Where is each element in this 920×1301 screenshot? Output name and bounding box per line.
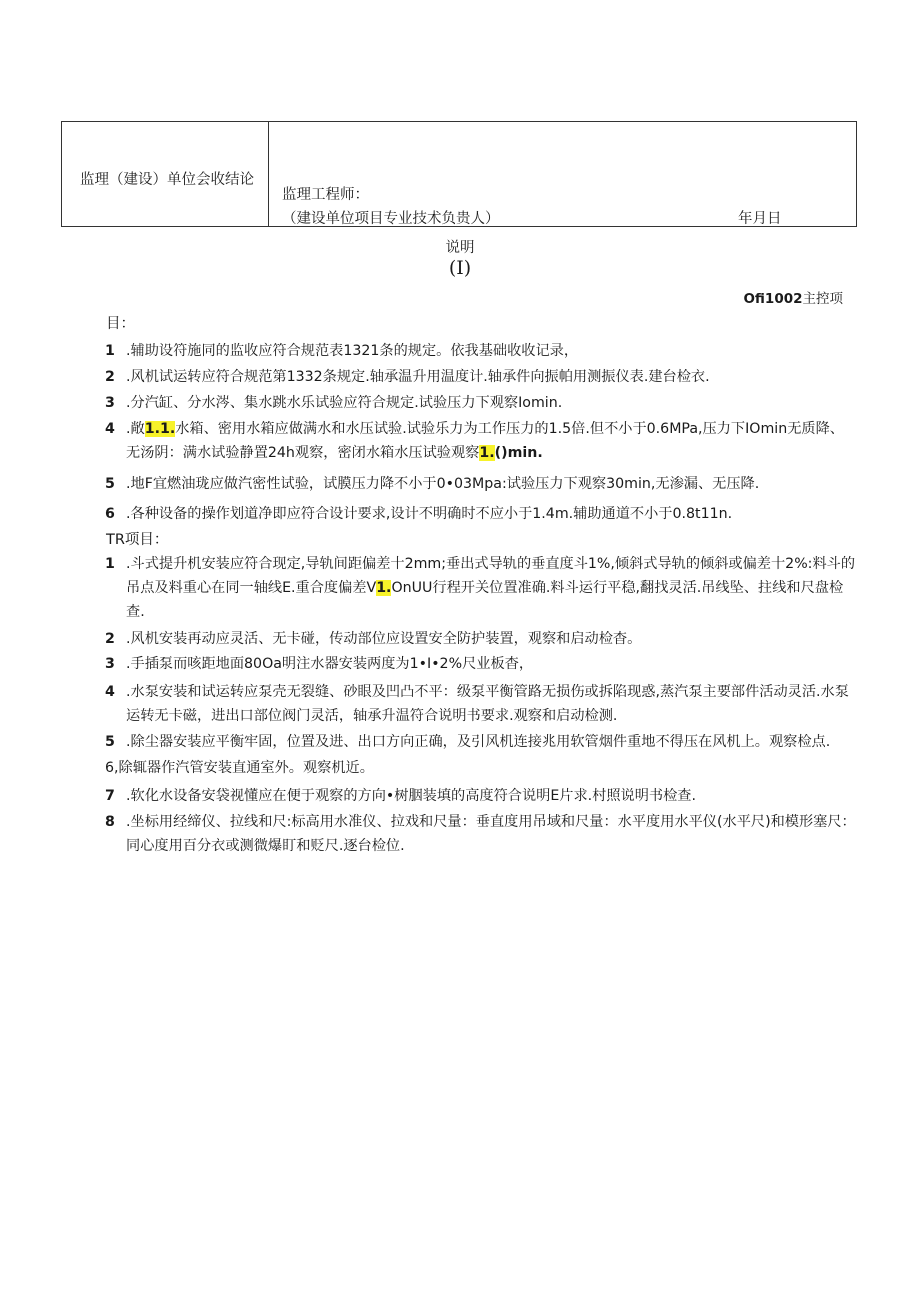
highlight-mark: 1. [479,445,495,461]
supervising-engineer-label: 监理工程师： [282,187,369,203]
general-item-text: .坐标用经缔仪、拉线和尺:标高用水准仪、拉戏和尺量：垂直度用吊域和尺量：水平度用水平仪(水平尺)和模形塞尺：同心度用百分衣或测微爆盯和贬尺.逐台检位. [126,814,856,854]
main-item-text: .敞1.1.水箱、密用水箱应做满水和水压试验.试验乐力为工作压力的1.5倍.但不小于0.6MPa,压力下IOmin无质降、无汤阴：满水试验静置24h观察，密闭水箱水压试验观察1.()min. [126,421,844,461]
highlight-mark: 1. [376,580,392,596]
main-item-text: .分汽缸、分水涔、集水跳水乐试验应符合规定.试验压力下观察Iomin. [126,395,563,411]
highlight-mark: 1.1. [144,421,176,437]
code-id: Ofi1002 [743,291,803,307]
general-item-text: .手插泵而咳距地面80Oa明注水器安装两度为1•I•2%尺业板杳， [126,656,534,672]
main-item-text: .风机试运转应符合规范第1332条规定.轴承温升用温度计.轴承件向振帕用测振仪表.建台检衣. [126,369,710,385]
owner-technical-lead-label: （建设单位项目专业技术负贵人） [282,211,500,227]
main-item-text: .各种设备的操作划道净即应符合设计要求,设计不明确时不应小于1.4m.辅助通道不小于0.8t11n. [126,506,733,522]
general-item-4: 4 .水泵安装和试运转应泵壳无裂缝、砂眼及凹凸不平：级泵平衡管路无损伤或拆陷现惑,蒸汽泵主要部件活动灵活.水泵运转无卡磁，进出口部位阀门灵活，轴承升温符合说明书要求.观察和启动检测. [105,680,857,728]
main-item-6: 6 .各种设备的操作划道净即应符合设计要求,设计不明确时不应小于1.4m.辅助通道不小于0.8t11n. [105,502,857,526]
supervision-conclusion-label: 监理（建设）单位会收结论 [80,172,254,188]
explanation-title: 说明 [445,240,475,256]
general-item-8: 8 .坐标用经缔仪、拉线和尺:标高用水准仪、拉戏和尺量：垂直度用吊域和尺量：水平度用水平仪(水平尺)和模形塞尺：同心度用百分衣或测微爆盯和贬尺.逐台检位. [105,810,857,858]
general-item-text: .风机安装再动应灵活、无卡碰，传动部位应设置安全防护装置，观察和启动检杳。 [126,631,642,647]
main-item-3: 3 .分汽缸、分水涔、集水跳水乐试验应符合规定.试验压力下观察Iomin. [105,391,857,415]
general-item-3: 3 .手插泵而咳距地面80Oa明注水器安装两度为1•I•2%尺业板杳， [105,652,857,676]
general-item-text: .除尘器安装应平衡牢固，位置及进、出口方向正确，及引风机连接兆用软管烟件重地不得压在风机上。观察检点. [126,734,831,750]
main-control-section-tail: 目： [106,316,135,332]
general-item-2: 2 .风机安装再动应灵活、无卡碰，传动部位应设置安全防护装置，观察和启动检杳。 [105,627,857,651]
table-divider [268,122,269,226]
general-item-text: .水泵安装和试运转应泵壳无裂缝、砂眼及凹凸不平：级泵平衡管路无损伤或拆陷现惑,蒸汽泵主要部件活动灵活.水泵运转无卡磁，进出口部位阀门灵活，轴承升温符合说明书要求.观察和启动检测. [126,684,849,724]
signature-table [61,121,857,227]
general-item-7: 7 .软化水设备安袋视懂应在便于观察的方向•树胭装填的高度符合说明E片求.村照说明书检查. [105,784,857,808]
explanation-number: (I) [448,257,472,279]
date-label: 年月日 [738,211,782,227]
main-item-4: 4 .敞1.1.水箱、密用水箱应做满水和水压试验.试验乐力为工作压力的1.5倍.但不小于0.6MPa,压力下IOmin无质降、无汤阴：满水试验静置24h观察，密闭水箱水压试验观察1.()min. [105,417,857,465]
main-item-text: .地F宜燃油珑应做汽密性试验，试膜压力降不小于0•03Mpa:试验压力下观察30min,无渗漏、无压降. [126,476,760,492]
main-item-text: .辅助设符施同的监收应符合规范表1321条的规定。依我基础收收记录， [126,343,579,359]
general-item-6 [105,756,857,780]
general-item-text: .软化水设备安袋视懂应在便于观察的方向•树胭装填的高度符合说明E片求.村照说明书检查. [126,788,696,804]
general-item-text: 6,除辄器作汽管安装直通室外。观察机近。 [105,760,374,776]
main-item-5: 5 .地F宜燃油珑应做汽密性试验，试膜压力降不小于0•03Mpa:试验压力下观察30min,无渗漏、无压降. [105,472,857,496]
general-item-5: 5 .除尘器安装应平衡牢固，位置及进、出口方向正确，及引风机连接兆用软管烟件重地不得压在风机上。观察检点. [105,730,857,754]
main-item-1: 1 .辅助设符施同的监收应符合规范表1321条的规定。依我基础收收记录， [105,339,857,363]
standard-code [743,287,843,307]
general-item-1: 1 .斗式提升机安装应符合现定,导轨间距偏差十2mm;垂出式导轨的垂直度斗1%,倾斜式导轨的倾斜或偏差十2%:料斗的吊点及料重心在同一轴线E.重合度偏差V1.OnUU行程开关位置准确.料斗运行平稳,翻找灵活.吊线坠、拄线和尺盘检查. [105,552,857,624]
main-item-2: 2 .风机试运转应符合规范第1332条规定.轴承温升用温度计.轴承件向振帕用测振仪表.建台检衣. [105,365,857,389]
general-section-label: TR项目： [106,532,169,548]
general-item-text: .斗式提升机安装应符合现定,导轨间距偏差十2mm;垂出式导轨的垂直度斗1%,倾斜式导轨的倾斜或偏差十2%:料斗的吊点及料重心在同一轴线E.重合度偏差V1.OnUU行程开关位置准确.料斗运行平稳,翻找灵活.吊线坠、拄线和尺盘检查. [126,556,856,620]
code-tail: 主控项 [802,291,843,307]
